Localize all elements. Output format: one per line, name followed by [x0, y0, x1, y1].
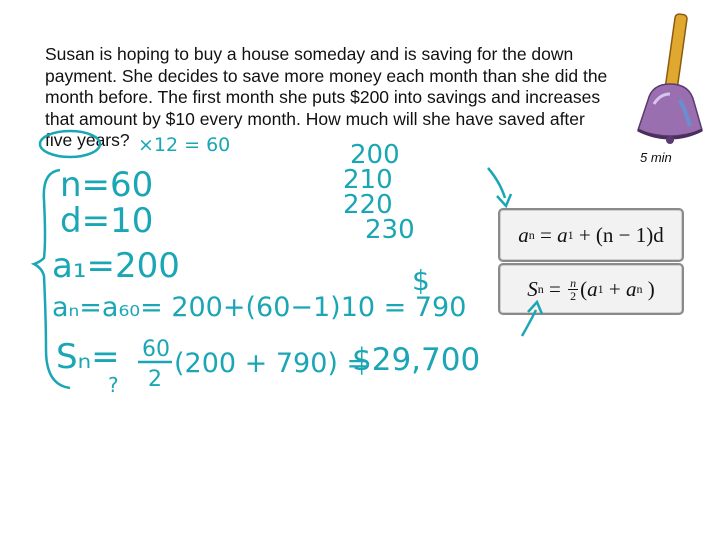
sn-calculation: (200 + 790) =: [174, 348, 370, 379]
formula-subscript: n: [528, 227, 535, 242]
formula-symbol: a: [518, 222, 529, 247]
sn-result: $29,700: [352, 342, 481, 378]
question-mark: ?: [108, 373, 119, 397]
bell-icon: [620, 12, 720, 152]
problem-line: that amount by $10 every month. How much will she have saved after: [45, 108, 585, 129]
sn-lhs: Sₙ=: [56, 337, 120, 377]
problem-line: month before. The first month she puts $200 into savings and increases: [45, 87, 601, 107]
problem-line: payment. She decides to save more money each month than she did the: [45, 65, 608, 86]
a1-value: a₁=200: [52, 246, 180, 286]
sum-formula: [498, 263, 684, 315]
timer-label: 5 min: [640, 150, 672, 165]
sequence-term: 200: [350, 140, 400, 170]
formula-paren: ): [642, 276, 655, 301]
sequence-term: 210: [343, 165, 393, 195]
formula-symbol: S: [527, 276, 538, 301]
arrow-icon: [488, 168, 511, 206]
formula-equals: =: [534, 222, 558, 247]
years-to-months: ×12 = 60: [138, 134, 231, 156]
formula-equals: =: [543, 276, 567, 301]
formula-plus: +: [603, 276, 626, 301]
formula-subscript: 1: [597, 281, 604, 296]
nth-term-formula: [498, 208, 684, 262]
brace-mark: [34, 170, 70, 388]
problem-line: Susan is hoping to buy a house someday and is saving for the down: [45, 44, 574, 64]
n-value: n=60: [60, 165, 154, 205]
formula-rest: + (n − 1)d: [573, 222, 664, 247]
formula-symbol: a: [625, 276, 637, 301]
problem-line: five years?: [45, 130, 130, 150]
sequence-term: 220: [343, 190, 393, 220]
an-dollar-sign: $: [412, 264, 430, 297]
an-calculation: aₙ=a₆₀= 200+(60−1)10 = 790: [52, 292, 467, 323]
d-value: d=10: [60, 201, 154, 241]
formula-subscript: 1: [567, 227, 574, 242]
formula-subscript: n: [636, 281, 643, 296]
fraction-numerator: n: [570, 275, 577, 290]
formula-paren: (: [580, 276, 588, 301]
sequence-term: 230: [365, 215, 415, 245]
fraction-denominator: 2: [570, 288, 577, 303]
formula-subscript: n: [537, 281, 544, 296]
formula-symbol: a: [587, 276, 598, 301]
formula-fraction: [568, 277, 578, 302]
problem-text: [45, 44, 645, 152]
formula-symbol: a: [557, 222, 568, 247]
sn-fraction-denominator: 2: [148, 367, 162, 392]
sn-fraction-numerator: 60: [142, 337, 170, 362]
